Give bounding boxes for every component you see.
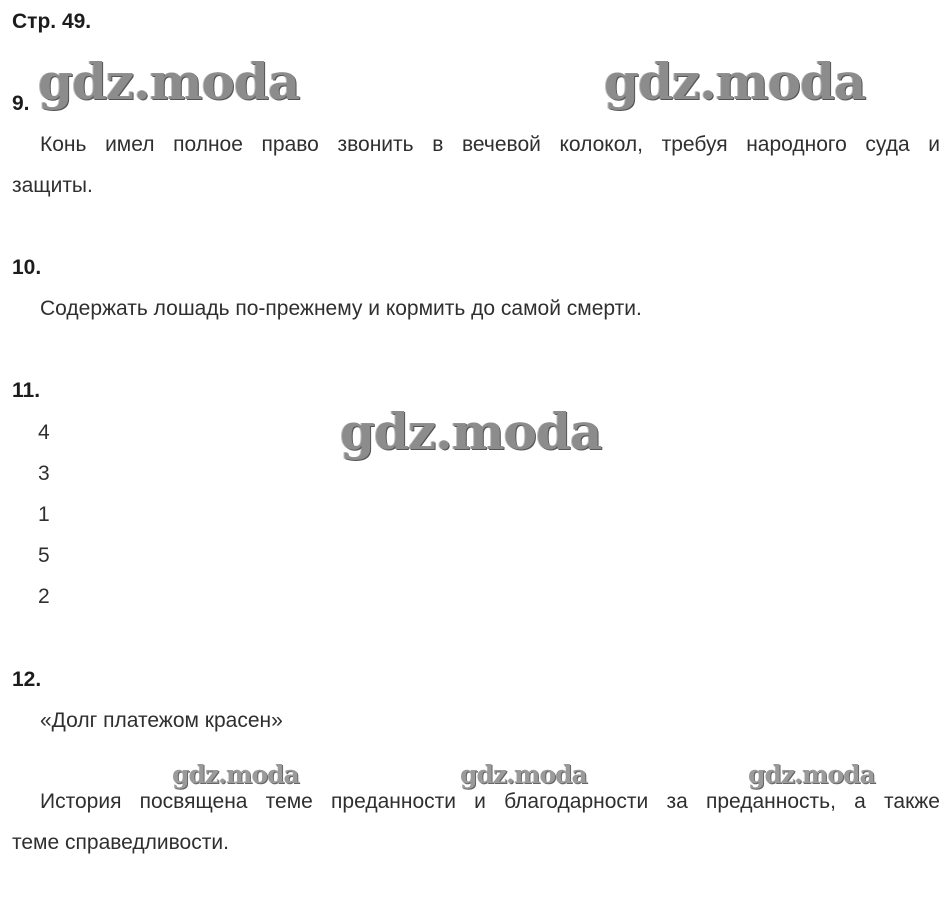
task-paragraph: защиты. — [12, 174, 93, 197]
watermark: gdz.moda — [748, 760, 875, 789]
watermark: gdz.moda — [340, 402, 602, 461]
task-quote: «Долг платежом красен» — [40, 709, 283, 732]
watermark: gdz.moda — [172, 760, 299, 789]
list-item: 2 — [38, 585, 50, 608]
list-item: 5 — [38, 544, 50, 567]
task-number: 10. — [12, 256, 42, 279]
watermark: gdz.moda — [38, 52, 300, 111]
watermark: gdz.moda — [460, 760, 587, 789]
task-number: 11. — [12, 379, 41, 402]
task-paragraph: История посвящена теме преданности и благодарности за преданность, а также — [40, 790, 940, 813]
task-paragraph: Конь имел полное право звонить в вечевой колокол, требуя народного суда и — [40, 133, 940, 156]
page-title: Стр. 49. — [12, 10, 92, 33]
watermark: gdz.moda — [604, 52, 866, 111]
list-item: 4 — [38, 421, 50, 444]
task-paragraph: теме справедливости. — [12, 831, 229, 854]
list-item: 1 — [38, 503, 50, 526]
task-paragraph: Содержать лошадь по-прежнему и кормить до самой смерти. — [40, 297, 642, 320]
task-number: 12. — [12, 668, 42, 691]
list-item: 3 — [38, 462, 50, 485]
task-number: 9. — [12, 92, 30, 115]
